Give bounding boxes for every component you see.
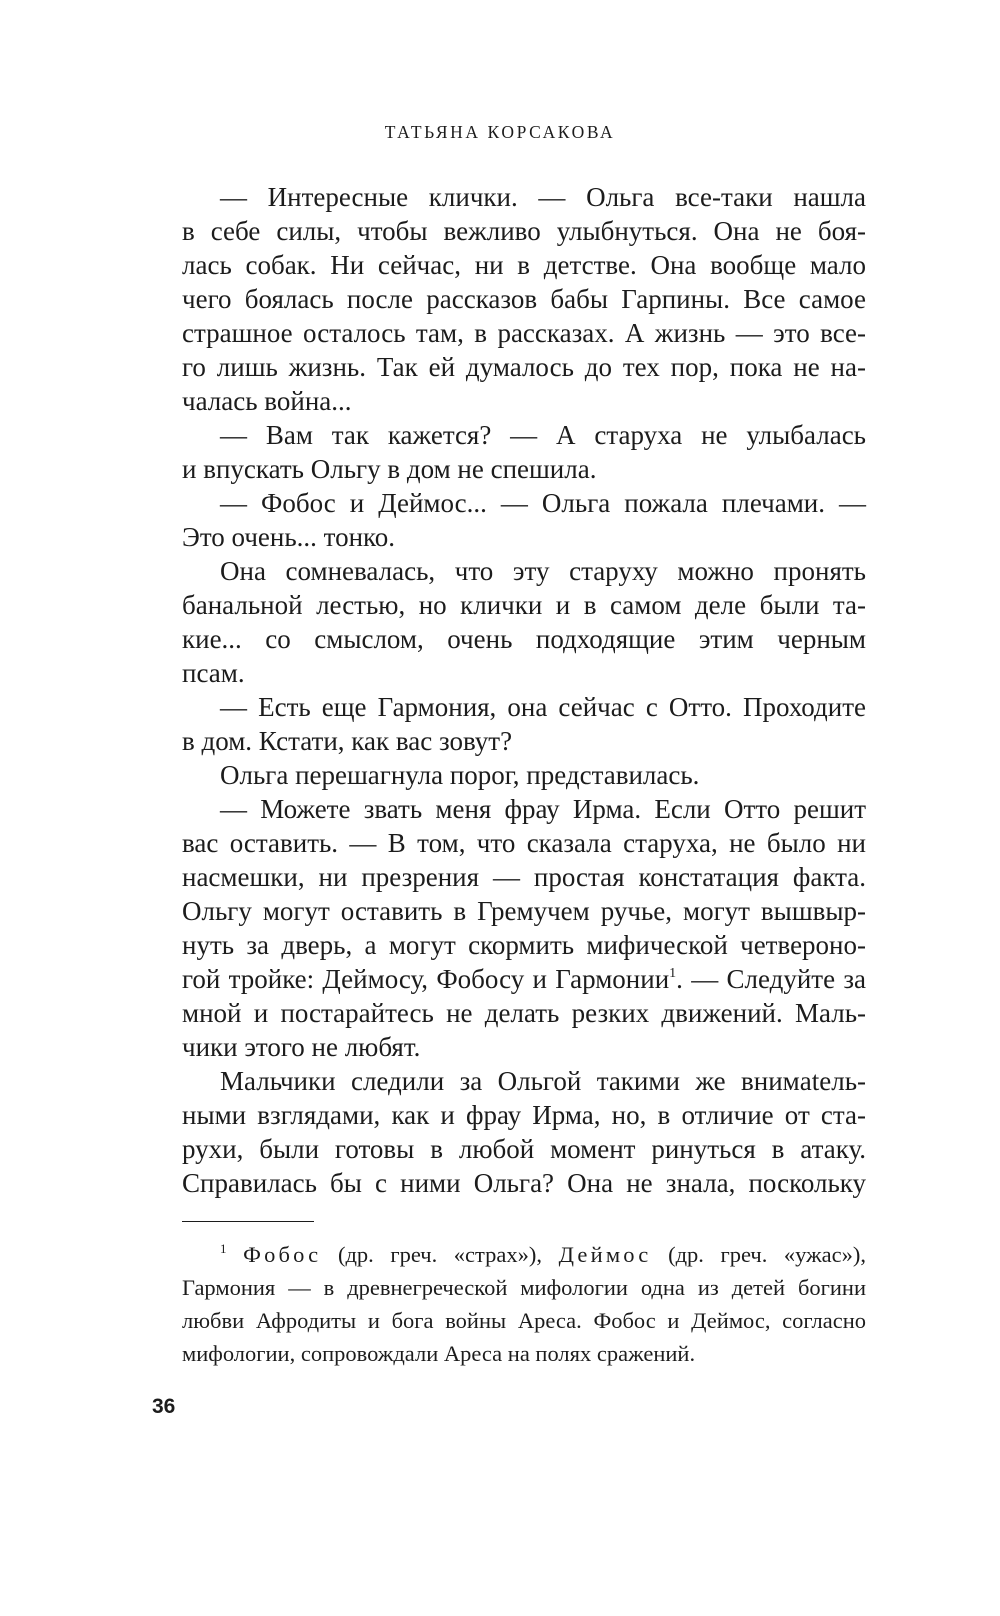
footnote-line xyxy=(182,1238,866,1271)
text-line: нуть за дверь, а могут скормить мифической четвероно- xyxy=(182,930,866,960)
text-line: лась собак. Ни сейчас, ни в детстве. Она вообще мало xyxy=(182,250,866,280)
text-line: псам. xyxy=(182,658,245,688)
text-line: — Фобос и Деймос... — Ольга пожала плечами. — xyxy=(220,488,866,518)
text-line: — Можете звать меня фрау Ирма. Если Отто решит xyxy=(220,794,866,824)
footnote-line: Гармония — в древнегреческой мифологии одна из детей богини xyxy=(182,1275,866,1300)
body-text xyxy=(182,180,866,1200)
text-line: — Есть еще Гармония, она сейчас с Отто. Проходите xyxy=(220,692,866,722)
text-line: Мальчики следили за Ольгой такими же внимatель- xyxy=(220,1066,866,1096)
text-fragment: . — Следуйте за xyxy=(676,964,866,994)
footnote-term: Фобос xyxy=(243,1242,322,1267)
footnote-reference[interactable]: 1 xyxy=(669,966,677,981)
text-line: Справилась бы с ними Ольга? Она не знала, поскольку xyxy=(182,1168,866,1198)
text-line: в дом. Кстати, как вас зовут? xyxy=(182,726,513,756)
text-fragment: гой тройке: Деймосу, Фобосу и Гармонии xyxy=(182,964,670,994)
footnote-gloss: (др. греч. «ужас»), xyxy=(651,1242,866,1267)
footnote xyxy=(182,1238,866,1370)
text-line: Ольгу могут оставить в Гремучем ручье, могут вышвыр- xyxy=(182,896,866,926)
text-line: страшное осталось там, в рассказах. А жизнь — это все- xyxy=(182,318,866,348)
text-line: чего боялась после рассказов бабы Гарпины. Все самое xyxy=(182,284,866,314)
running-header-author: ТАТЬЯНА КОРСАКОВА xyxy=(384,122,616,142)
footnote-gloss: (др. греч. «страх»), xyxy=(321,1242,559,1267)
text-line: чики этого не любят. xyxy=(182,1032,421,1062)
text-line: рухи, были готовы в любой момент ринуться в атаку. xyxy=(182,1134,866,1164)
text-line: и впускать Ольгу в дом не спешила. xyxy=(182,454,597,484)
text-line: чалась война... xyxy=(182,386,352,416)
text-line: насмешки, ни презрения — простая констатация факта. xyxy=(182,862,866,892)
text-line: кие... со смыслом, очень подходящие этим черным xyxy=(182,624,866,654)
text-line: в себе силы, чтобы вежливо улыбнуться. Она не боя- xyxy=(182,216,866,246)
text-line: Это очень... тонко. xyxy=(182,522,396,552)
text-line-with-footnote-ref xyxy=(182,962,866,996)
footnote-marker: 1 xyxy=(220,1241,227,1256)
footnote-term: Деймос xyxy=(558,1242,652,1267)
text-line: — Интересные клички. — Ольга все-таки нашла xyxy=(220,182,866,212)
footnote-divider xyxy=(182,1221,314,1222)
text-line: ными взглядами, как и фрау Ирма, но, в отличие от ста- xyxy=(182,1100,866,1130)
text-line: Она сомневалась, что эту старуху можно пронять xyxy=(220,556,866,586)
text-line: мной и постарайтесь не делать резких движений. Маль- xyxy=(182,998,866,1028)
footnote-line: мифологии, сопровождали Ареса на полях сражений. xyxy=(182,1341,696,1366)
footnote-line: любви Афродиты и бога войны Ареса. Фобос и Деймос, согласно xyxy=(182,1308,866,1333)
text-line: го лишь жизнь. Так ей думалось до тех пор, пока не на- xyxy=(182,352,866,382)
text-line: банальной лестью, но клички и в самом деле были та- xyxy=(182,590,866,620)
text-line: Ольга перешагнула порог, представилась. xyxy=(220,760,700,790)
page-number: 36 xyxy=(152,1395,176,1418)
text-line: вас оставить. — В том, что сказала старуха, не было ни xyxy=(182,828,866,858)
text-line: — Вам так кажется? — А старуха не улыбалась xyxy=(220,420,866,450)
